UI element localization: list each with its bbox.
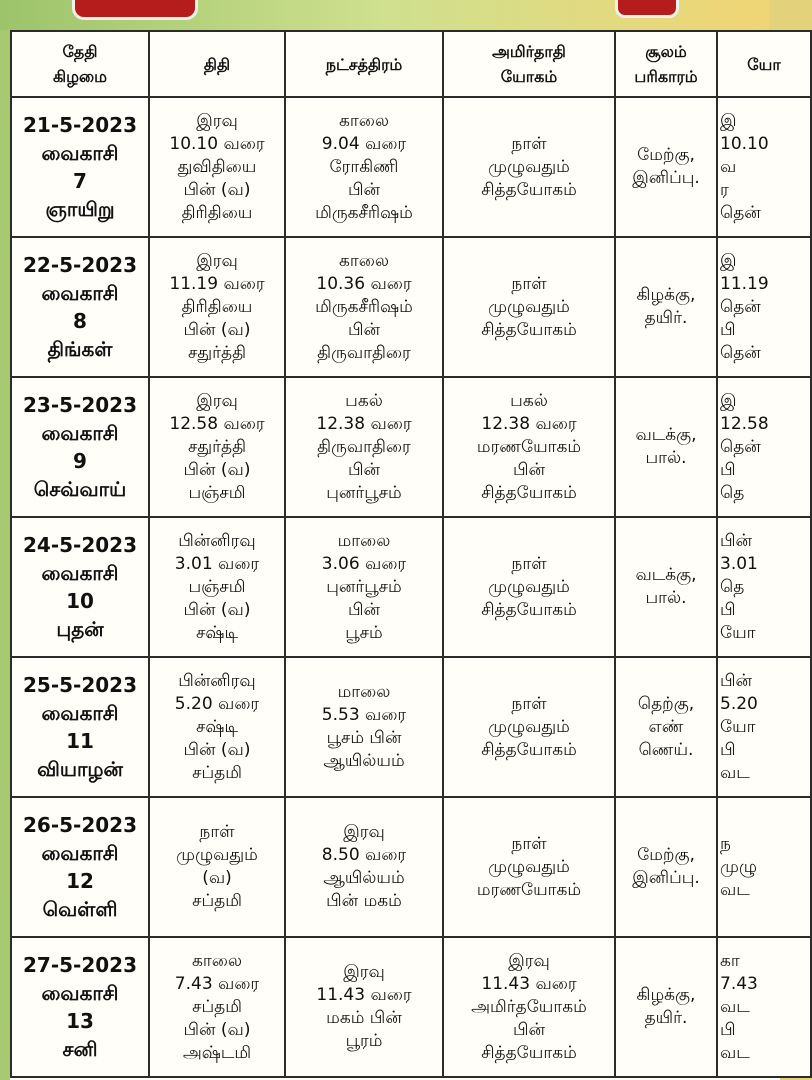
yogam-cell [443,517,615,657]
last-cell [717,517,811,657]
cell-text: ர [720,179,729,200]
last-cell [717,237,811,377]
last-cell [717,797,811,937]
table-row [11,657,811,797]
header-text: யோ [747,54,781,74]
nakshatra-cell [285,657,443,797]
cell-text: பகல் [510,390,548,411]
cell-text: 11.43 வரை [481,973,577,994]
cell-text: கா [720,950,740,971]
cell-text: திரிதியை [181,296,253,317]
cell-text: தயிர். [644,1008,688,1028]
cell-text: மாலை [337,530,391,551]
cell-text: 3.01 [720,553,758,574]
cell-text: பின் [348,179,380,200]
panchangam-table-container [10,30,781,1080]
cell-text: நாள் [199,822,235,842]
header-nakshatra [285,31,443,97]
cell-text: மாலை [337,682,391,702]
cell-text: முழுவதும் [488,296,570,317]
cell-text: பின் [348,319,380,340]
cell-text: பின்னிரவு [178,530,256,551]
cell-text: சப்தமி [192,891,242,911]
cell-text: 26-5-2023 [22,813,137,837]
cell-text: 7 [73,169,87,193]
thithi-cell [149,657,285,797]
cell-text: 12 [66,869,94,893]
cell-text: ஆயில்யம் [323,751,405,771]
last-cell [717,937,811,1077]
header-badge-right [615,0,679,18]
cell-text: மிருகசீரிஷம் [315,296,413,317]
cell-text: 27-5-2023 [22,953,137,977]
thithi-cell [149,797,285,937]
last-cell [717,657,811,797]
header-last [717,31,811,97]
cell-text: பின் [720,530,752,551]
date-cell [11,657,149,797]
nakshatra-cell [285,97,443,237]
cell-text: 7.43 வரை [174,973,260,994]
cell-text: வெள்ளி [42,897,118,921]
cell-text: வட [720,879,750,900]
cell-text: தெ [720,576,745,597]
header-text: பரிகாரம் [634,67,698,86]
table-row [11,377,811,517]
header-text: அமிர்தாதி [492,42,566,61]
cell-text: 11.19 [720,273,769,294]
cell-text: இரவு [343,822,385,842]
header-text: கிழமை [53,67,107,86]
cell-text: ணெய். [638,739,694,760]
header-text: சூலம் [645,42,687,61]
cell-text: இரவு [508,950,550,971]
cell-text: சித்தயோகம் [481,482,577,503]
cell-text: பின் (வ) [183,319,251,340]
cell-text: 10.36 வரை [316,273,412,294]
cell-text: பின் (வ) [183,179,251,200]
cell-text: பின் (வ) [183,1019,251,1040]
cell-text: தெற்கு, [637,693,695,714]
cell-text: 12.58 வரை [169,413,265,434]
cell-text: திரிதியை [181,202,253,223]
cell-text: ஆயில்யம் [323,868,405,888]
last-cell [717,97,811,237]
cell-text: யோ [720,622,756,643]
date-cell [11,937,149,1077]
header-row [11,31,811,97]
cell-text: 12.38 வரை [316,413,412,434]
cell-text: தெ [720,482,745,503]
header-text: நட்சத்திரம் [325,54,403,74]
header-date-day [11,31,149,97]
cell-text: காலை [339,250,389,271]
soolam-cell [615,517,717,657]
cell-text: 11.19 வரை [169,273,265,294]
yogam-cell [443,237,615,377]
cell-text: செவ்வாய் [33,477,127,501]
table-body [11,97,811,1077]
cell-text: பூரம் [345,1031,383,1051]
cell-text: (வ) [202,868,232,888]
yogam-cell [443,97,615,237]
table-row [11,937,811,1077]
nakshatra-cell [285,797,443,937]
cell-text: பூசம் பின் [326,728,402,748]
cell-text: கிழக்கு, [636,285,696,305]
cell-text: 24-5-2023 [22,533,137,557]
cell-text: 9 [73,449,87,473]
yogam-cell [443,657,615,797]
cell-text: துவிதியை [177,156,257,177]
cell-text: பகல் [345,390,383,411]
cell-text: சித்தயோகம் [481,319,577,340]
cell-text: தென் [720,436,761,457]
cell-text: சப்தமி [192,762,242,783]
cell-text: வடக்கு, [635,565,697,585]
cell-text: 23-5-2023 [22,393,137,417]
cell-text: வட [720,1042,750,1063]
cell-text: சதுர்த்தி [187,342,247,363]
cell-text: பின் (வ) [183,599,251,620]
cell-text: 8 [73,309,87,333]
date-cell [11,377,149,517]
cell-text: பி [720,319,736,340]
header-text: திதி [203,54,231,74]
cell-text: முழுவதும் [488,156,570,177]
cell-text: சனி [62,1037,98,1061]
cell-text: சித்தயோகம் [481,1042,577,1063]
cell-text: வ [720,156,737,177]
cell-text: 13 [66,1009,94,1033]
cell-text: பி [720,1019,736,1040]
cell-text: திருவாதிரை [317,342,411,363]
cell-text: சஷ்டி [196,716,238,737]
cell-text: 10.10 [720,133,769,154]
cell-text: 25-5-2023 [22,673,137,697]
cell-text: முழுவதும் [488,716,570,737]
yogam-cell [443,797,615,937]
cell-text: சப்தமி [192,996,242,1017]
cell-text: பின் மகம் [326,891,402,911]
nakshatra-cell [285,517,443,657]
thithi-cell [149,237,285,377]
cell-text: முழுவதும் [176,845,258,865]
cell-text: எண் [648,716,684,737]
cell-text: முழுவதும் [488,576,570,597]
cell-text: சித்தயோகம் [481,739,577,760]
header-badge-left [72,0,198,20]
soolam-cell [615,657,717,797]
table-row [11,797,811,937]
table-row [11,517,811,657]
cell-text: அஷ்டமி [182,1042,252,1063]
cell-text: பின் [348,459,380,480]
nakshatra-cell [285,377,443,517]
cell-text: திருவாதிரை [317,436,411,457]
thithi-cell [149,937,285,1077]
cell-text: முழுவதும் [488,856,570,877]
cell-text: வைகாசி [41,421,119,445]
date-cell [11,237,149,377]
cell-text: வட [720,762,750,783]
cell-text: பின்னிரவு [178,670,256,691]
header-text: தேதி [62,42,98,61]
cell-text: மரணயோகம் [476,436,582,457]
cell-text: மேற்கு, [637,145,695,165]
cell-text: புனர்பூசம் [326,576,402,597]
cell-text: மரணயோகம் [476,879,582,900]
cell-text: பால். [645,448,687,468]
cell-text: யோ [720,716,756,737]
cell-text: சித்தயோகம் [481,179,577,200]
thithi-cell [149,97,285,237]
cell-text: நாள் [511,693,547,714]
cell-text: தென் [720,296,761,317]
soolam-cell [615,797,717,937]
cell-text: வைகாசி [41,701,119,725]
cell-text: பி [720,599,736,620]
cell-text: 3.01 வரை [174,553,260,574]
cell-text: புதன் [56,617,104,641]
cell-text: பி [720,739,736,760]
cell-text: நாள் [511,553,547,574]
cell-text: 21-5-2023 [22,113,137,137]
cell-text: அமிர்தயோகம் [471,996,587,1017]
thithi-cell [149,517,285,657]
cell-text: கிழக்கு, [636,985,696,1005]
cell-text: பின் [513,1019,545,1040]
cell-text: இ [720,250,737,271]
date-cell [11,97,149,237]
cell-text: இனிப்பு. [632,168,700,188]
cell-text: 11.43 வரை [316,985,412,1005]
cell-text: 10 [66,589,94,613]
cell-text: தென் [720,342,761,363]
header-yogam [443,31,615,97]
cell-text: 7.43 [720,973,758,994]
cell-text: மகம் பின் [326,1008,402,1028]
cell-text: பஞ்சமி [188,576,246,597]
header-soolam [615,31,717,97]
cell-text: பின் [348,599,380,620]
cell-text: 22-5-2023 [22,253,137,277]
cell-text: 12.58 [720,413,769,434]
cell-text: ந [720,833,731,854]
cell-text: மேற்கு, [637,845,695,865]
cell-text: 10.10 வரை [169,133,265,154]
cell-text: வைகாசி [41,841,119,865]
soolam-cell [615,97,717,237]
nakshatra-cell [285,237,443,377]
cell-text: சித்தயோகம் [481,599,577,620]
cell-text: இ [720,390,737,411]
soolam-cell [615,937,717,1077]
table-row [11,97,811,237]
cell-text: நாள் [511,273,547,294]
cell-text: பால். [645,588,687,608]
cell-text: தென் [720,202,761,223]
cell-text: 9.04 வரை [321,133,407,154]
cell-text: பின் [513,459,545,480]
yogam-cell [443,377,615,517]
cell-text: திங்கள் [47,337,113,361]
cell-text: 8.50 வரை [321,845,407,865]
cell-text: நாள் [511,833,547,854]
cell-text: 5.20 வரை [174,693,260,714]
cell-text: வைகாசி [41,981,119,1005]
cell-text: பின் (வ) [183,459,251,480]
cell-text: இரவு [196,390,238,411]
panchangam-table [10,30,812,1078]
cell-text: இனிப்பு. [632,868,700,888]
cell-text: வைகாசி [41,141,119,165]
cell-text: பி [720,459,736,480]
cell-text: 12.38 வரை [481,413,577,434]
header-text: யோகம் [500,67,558,86]
cell-text: 5.53 வரை [321,705,407,725]
cell-text: தயிர். [644,308,688,328]
cell-text: வைகாசி [41,561,119,585]
cell-text: காலை [192,950,242,971]
cell-text: 3.06 வரை [321,553,407,574]
cell-text: காலை [339,110,389,131]
cell-text: இரவு [196,110,238,131]
cell-text: இ [720,110,737,131]
cell-text: இரவு [343,962,385,982]
cell-text: ரோகிணி [329,156,399,177]
soolam-cell [615,377,717,517]
cell-text: பின் (வ) [183,739,251,760]
table-row [11,237,811,377]
soolam-cell [615,237,717,377]
header-thithi [149,31,285,97]
nakshatra-cell [285,937,443,1077]
cell-text: முழு [720,856,758,877]
cell-text: இரவு [196,250,238,271]
cell-text: 11 [66,729,94,753]
cell-text: வைகாசி [41,281,119,305]
thithi-cell [149,377,285,517]
yogam-cell [443,937,615,1077]
cell-text: வடக்கு, [635,425,697,445]
cell-text: சதுர்த்தி [187,436,247,457]
date-cell [11,517,149,657]
cell-text: பஞ்சமி [188,482,246,503]
cell-text: மிருகசீரிஷம் [315,202,413,223]
cell-text: பின் [720,670,752,691]
cell-text: புனர்பூசம் [326,482,402,503]
cell-text: நாள் [511,133,547,154]
cell-text: சஷ்டி [196,622,238,643]
cell-text: ஞாயிறு [45,197,115,221]
date-cell [11,797,149,937]
cell-text: பூசம் [345,622,383,643]
cell-text: 5.20 [720,693,758,714]
cell-text: வட [720,996,750,1017]
cell-text: வியாழன் [37,757,123,781]
last-cell [717,377,811,517]
